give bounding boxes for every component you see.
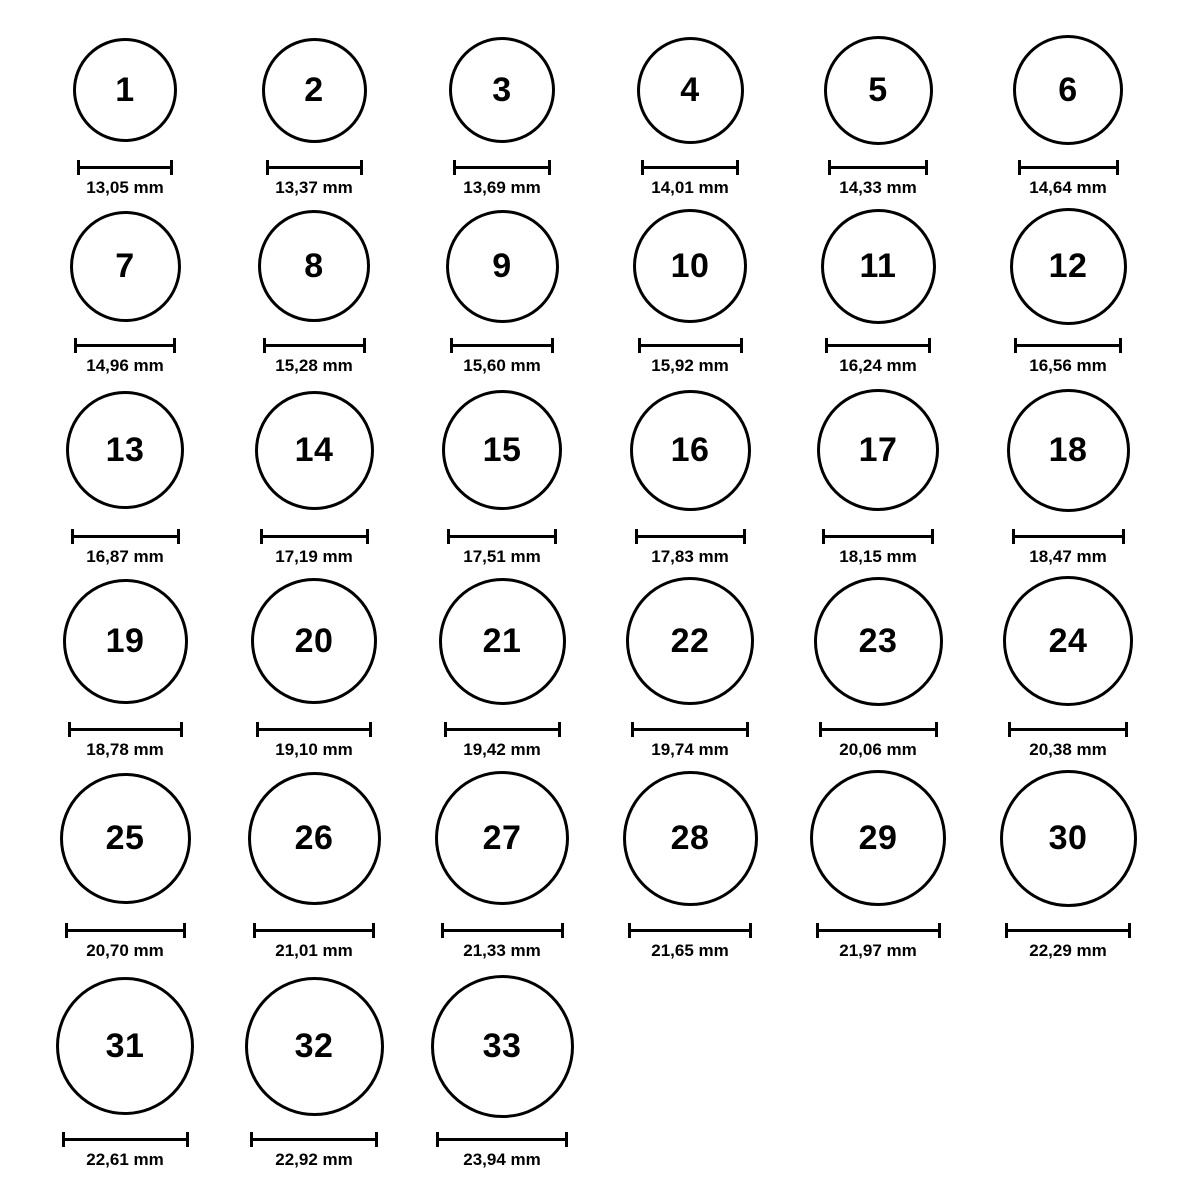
ring-size-number: 8 [304,247,324,285]
diameter-label: 19,42 mm [463,740,541,759]
ring-measure-group [266,152,363,198]
ring-size-item [1010,208,1127,325]
ring-circle [446,210,559,323]
ring-circle [70,211,181,322]
ring-size-number: 6 [1058,71,1078,109]
diameter-label: 19,74 mm [651,740,729,759]
ring-measure-group [635,521,746,567]
ring-size-number: 5 [868,71,888,109]
diameter-label: 18,15 mm [839,547,917,566]
diameter-bar-icon [71,529,180,541]
ring-measure-group [253,915,375,961]
diameter-bar-icon [256,722,372,734]
ring-size-number: 18 [1048,431,1088,469]
ring-circle [262,38,367,143]
ring-size-item [821,209,936,324]
ring-size-number: 17 [858,431,898,469]
ring-size-item [449,37,555,143]
diameter-bar-icon [825,338,931,350]
ring-size-number: 23 [858,622,898,660]
ring-measure-group [816,915,941,961]
ring-size-item [262,38,367,143]
ring-measure-group [638,330,743,376]
diameter-bar-icon [638,338,743,350]
ring-size-number: 25 [105,819,145,857]
ring-size-item [1013,35,1123,145]
diameter-bar-icon [822,529,934,541]
ring-size-number: 28 [670,819,710,857]
ring-size-number: 27 [482,819,522,857]
ring-size-item [814,577,943,706]
ring-circle [60,773,191,904]
ring-circle [1010,208,1127,325]
ring-size-item [623,771,758,906]
diameter-bar-icon [453,160,551,172]
ring-size-number: 21 [482,622,522,660]
ring-circle [442,390,562,510]
ring-circle [810,770,946,906]
ring-measure-group [828,152,928,198]
ring-measure-group [263,330,366,376]
diameter-bar-icon [1012,529,1125,541]
diameter-label: 18,78 mm [86,740,164,759]
diameter-bar-icon [447,529,557,541]
ring-measure-group [631,714,749,760]
ring-size-number: 26 [294,819,334,857]
ring-measure-group [74,330,176,376]
diameter-bar-icon [816,923,941,935]
ring-circle [814,577,943,706]
ring-circle [56,977,194,1115]
diameter-label: 21,65 mm [651,941,729,960]
ring-circle [637,37,744,144]
diameter-label: 22,61 mm [86,1150,164,1169]
ring-size-number: 3 [492,71,512,109]
diameter-label: 23,94 mm [463,1150,541,1169]
ring-size-number: 12 [1048,247,1088,285]
diameter-label: 14,01 mm [651,178,729,197]
ring-size-item [630,390,751,511]
ring-size-item [1007,389,1130,512]
diameter-label: 21,01 mm [275,941,353,960]
diameter-bar-icon [444,722,561,734]
ring-size-item [637,37,744,144]
diameter-bar-icon [628,923,752,935]
ring-size-item [70,211,181,322]
diameter-label: 15,28 mm [275,356,353,375]
ring-measure-group [62,1124,189,1170]
ring-size-number: 19 [105,622,145,660]
diameter-bar-icon [1014,338,1122,350]
ring-size-number: 31 [105,1027,145,1065]
ring-size-item [73,38,177,142]
ring-measure-group [450,330,554,376]
diameter-label: 14,33 mm [839,178,917,197]
ring-circle [633,209,747,323]
diameter-label: 15,92 mm [651,356,729,375]
ring-measure-group [819,714,938,760]
ring-measure-group [444,714,561,760]
diameter-label: 21,97 mm [839,941,917,960]
diameter-bar-icon [65,923,186,935]
ring-size-item [633,209,747,323]
ring-size-number: 16 [670,431,710,469]
ring-measure-group [1012,521,1125,567]
ring-measure-group [77,152,173,198]
ring-size-item [431,975,574,1118]
diameter-bar-icon [1018,160,1119,172]
ring-measure-group [260,521,369,567]
ring-size-number: 13 [105,431,145,469]
diameter-label: 21,33 mm [463,941,541,960]
ring-size-number: 30 [1048,819,1088,857]
diameter-label: 20,06 mm [839,740,917,759]
ring-size-number: 4 [680,71,700,109]
diameter-bar-icon [250,1132,378,1144]
ring-measure-group [822,521,934,567]
diameter-label: 22,92 mm [275,1150,353,1169]
diameter-bar-icon [1005,923,1131,935]
ring-size-item [248,772,381,905]
ring-circle [248,772,381,905]
ring-circle [435,771,569,905]
ring-circle [1013,35,1123,145]
ring-circle [63,579,188,704]
ring-circle [251,578,377,704]
ring-size-item [56,977,194,1115]
ring-circle [245,977,384,1116]
ring-measure-group [65,915,186,961]
diameter-label: 15,60 mm [463,356,541,375]
ring-measure-group [256,714,372,760]
diameter-bar-icon [74,338,176,350]
ring-size-item [817,389,939,511]
ring-size-number: 7 [115,247,135,285]
ring-size-number: 33 [482,1027,522,1065]
ring-measure-group [641,152,739,198]
ring-measure-group [1018,152,1119,198]
diameter-bar-icon [1008,722,1128,734]
ring-measure-group [441,915,564,961]
ring-circle [626,577,754,705]
ring-circle [431,975,574,1118]
ring-measure-group [1008,714,1128,760]
diameter-label: 20,70 mm [86,941,164,960]
ring-circle [623,771,758,906]
ring-circle [1000,770,1137,907]
diameter-label: 16,24 mm [839,356,917,375]
diameter-bar-icon [436,1132,568,1144]
ring-measure-group [628,915,752,961]
diameter-bar-icon [441,923,564,935]
diameter-label: 17,51 mm [463,547,541,566]
diameter-label: 19,10 mm [275,740,353,759]
diameter-label: 22,29 mm [1029,941,1107,960]
ring-measure-group [71,521,180,567]
diameter-bar-icon [253,923,375,935]
diameter-bar-icon [828,160,928,172]
ring-measure-group [1005,915,1131,961]
ring-size-item [258,210,370,322]
ring-size-item [60,773,191,904]
ring-size-number: 15 [482,431,522,469]
diameter-bar-icon [62,1132,189,1144]
diameter-bar-icon [635,529,746,541]
diameter-bar-icon [450,338,554,350]
ring-size-number: 22 [670,622,710,660]
diameter-bar-icon [641,160,739,172]
ring-size-item [810,770,946,906]
ring-size-number: 29 [858,819,898,857]
ring-circle [66,391,184,509]
ring-circle [255,391,374,510]
ring-size-item [1000,770,1137,907]
ring-circle [1007,389,1130,512]
diameter-label: 20,38 mm [1029,740,1107,759]
ring-circle [817,389,939,511]
ring-size-item [442,390,562,510]
ring-size-number: 2 [304,71,324,109]
diameter-label: 14,96 mm [86,356,164,375]
ring-size-number: 11 [859,247,897,285]
diameter-bar-icon [263,338,366,350]
ring-size-number: 1 [115,71,135,109]
ring-size-item [245,977,384,1116]
ring-size-item [824,36,933,145]
diameter-label: 13,69 mm [463,178,541,197]
diameter-label: 17,19 mm [275,547,353,566]
diameter-label: 13,37 mm [275,178,353,197]
ring-circle [821,209,936,324]
ring-size-item [626,577,754,705]
ring-measure-group [1014,330,1122,376]
ring-size-number: 20 [294,622,334,660]
ring-size-number: 14 [294,431,334,469]
ring-size-item [255,391,374,510]
ring-size-number: 32 [294,1027,334,1065]
ring-size-item [251,578,377,704]
ring-size-number: 10 [670,247,710,285]
ring-circle [73,38,177,142]
ring-circle [630,390,751,511]
ring-circle [449,37,555,143]
ring-size-item [1003,576,1133,706]
ring-measure-group [825,330,931,376]
diameter-bar-icon [77,160,173,172]
diameter-bar-icon [68,722,183,734]
ring-size-number: 24 [1048,622,1088,660]
ring-size-item [66,391,184,509]
diameter-bar-icon [266,160,363,172]
diameter-label: 14,64 mm [1029,178,1107,197]
diameter-bar-icon [631,722,749,734]
diameter-bar-icon [260,529,369,541]
ring-size-item [439,578,566,705]
diameter-label: 16,87 mm [86,547,164,566]
diameter-label: 18,47 mm [1029,547,1107,566]
ring-measure-group [68,714,183,760]
ring-circle [439,578,566,705]
ring-measure-group [453,152,551,198]
diameter-label: 17,83 mm [651,547,729,566]
ring-measure-group [436,1124,568,1170]
diameter-label: 13,05 mm [86,178,164,197]
diameter-bar-icon [819,722,938,734]
ring-size-number: 9 [492,247,512,285]
ring-measure-group [447,521,557,567]
ring-circle [1003,576,1133,706]
ring-circle [824,36,933,145]
diameter-label: 16,56 mm [1029,356,1107,375]
ring-size-item [63,579,188,704]
ring-circle [258,210,370,322]
ring-size-item [435,771,569,905]
ring-measure-group [250,1124,378,1170]
ring-size-item [446,210,559,323]
